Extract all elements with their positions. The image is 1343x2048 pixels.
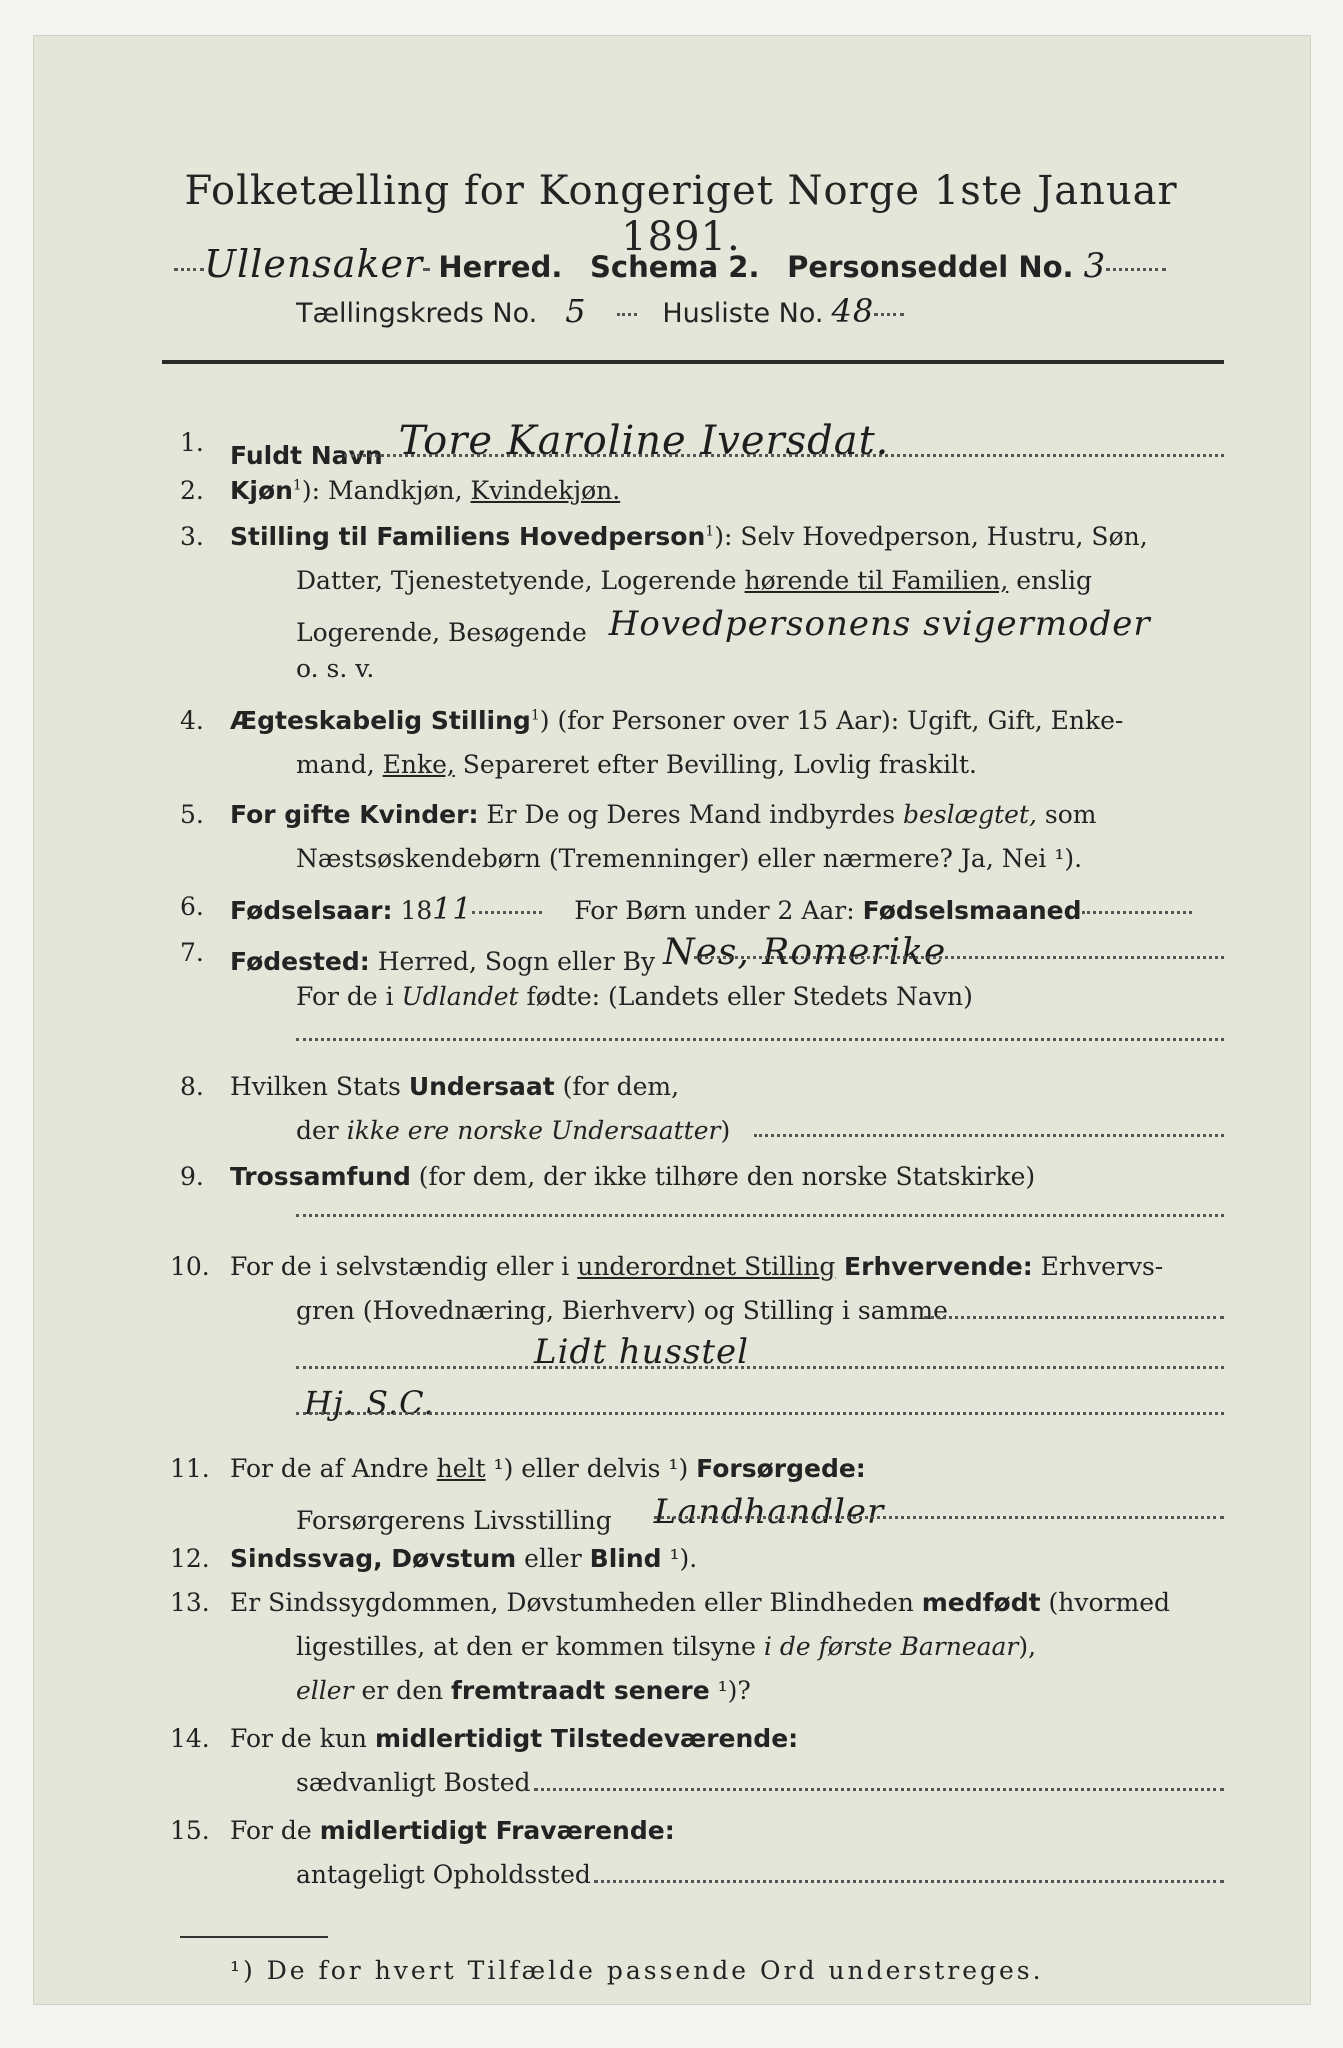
dotted-line (344, 454, 1224, 457)
item-number: 14. (170, 1724, 210, 1753)
item-7-line-2: For de i Udlandet fødte: (Landets eller Stedets Navn) (296, 982, 973, 1011)
dotted-line (534, 1788, 1224, 1791)
item-number: 4. (180, 706, 204, 735)
item-13-line-2: ligestilles, at den er kommen tilsyne i de første Barneaar), (296, 1632, 1037, 1661)
item-3-line-4: o. s. v. (296, 654, 375, 683)
birth-year-answer: 11 (432, 892, 473, 927)
herred-line: Ullensaker Herred. Schema 2. Personseddel No. 3 (174, 242, 1166, 286)
header-rule (162, 360, 1224, 364)
dotted-line (296, 1038, 1224, 1041)
footnote-rule (180, 1936, 328, 1938)
item-11-supported: For de af Andre helt ¹) eller delvis ¹) Forsørgede: (230, 1454, 866, 1483)
husliste-no: 48 (831, 292, 875, 330)
item-11-line-2: Forsørgerens Livsstilling Landhandler (296, 1492, 885, 1535)
item-number: 6. (180, 892, 204, 921)
item-8-line-2: der ikke ere norske Undersaatter) (296, 1116, 731, 1145)
item-5-line-2: Næstsøskendebørn (Tremenninger) eller nærmere? Ja, Nei ¹). (296, 844, 1083, 873)
position-answer: Hovedpersonens svigermoder (608, 604, 1151, 644)
dotted-line (296, 1366, 1224, 1369)
personseddel-no: 3 (1083, 246, 1107, 286)
dotted-line (594, 1880, 1224, 1883)
item-7-birthplace: Fødested: Herred, Sogn eller By Nes, Romerike (230, 932, 947, 976)
item-number: 15. (170, 1816, 210, 1845)
item-13-congenital: Er Sindssygdommen, Døvstumheden eller Blindheden medfødt (hvormed (230, 1588, 1170, 1617)
item-number: 7. (180, 938, 204, 967)
item-6-birth-year: Fødselsaar: 1811 For Børn under 2 Aar: Fødselsmaaned (230, 892, 1192, 927)
item-number: 2. (180, 476, 204, 505)
full-name-answer: Tore Karoline Iversdat. (398, 418, 890, 464)
herred-name: Ullensaker (204, 242, 424, 286)
item-9-religion: Trossamfund (for dem, der ikke tilhøre den norske Statskirke) (230, 1162, 1036, 1191)
item-4-marital: Ægteskabelig Stilling$^1$) (for Personer over 15 Aar): Ugift, Gift, Enke- (230, 706, 1124, 735)
item-number: 1. (180, 428, 204, 457)
item-4-line-2: mand, Enke, Separeret efter Bevilling, Lovlig fraskilt. (296, 750, 977, 779)
occupation-note-answer: Hj. S.C. (304, 1384, 435, 1422)
item-number: 3. (180, 522, 204, 551)
item-8-nationality: Hvilken Stats Undersaat (for dem, (230, 1072, 680, 1101)
item-15-line-2: antageligt Opholdssted (296, 1860, 591, 1889)
item-number: 5. (180, 800, 204, 829)
kreds-line: Tællingskreds No. 5 Husliste No. 48 (296, 292, 904, 330)
item-12-disability: Sindssvag, Døvstum eller Blind ¹). (230, 1544, 698, 1573)
supporter-answer: Landhandler (653, 1492, 885, 1532)
census-form-sheet (34, 36, 1310, 2004)
item-15-temporary-absent: For de midlertidigt Fraværende: (230, 1816, 675, 1845)
item-10-line-2: gren (Hovednæring, Bierhverv) og Stilling i samme (296, 1296, 948, 1325)
item-number: 8. (180, 1072, 204, 1101)
item-5-married-women: For gifte Kvinder: Er De og Deres Mand indbyrdes beslægtet, som (230, 800, 1097, 829)
dotted-line (924, 1316, 1224, 1319)
form-title: Folketælling for Kongeriget Norge 1ste Januar 1891. (184, 168, 1178, 260)
item-14-temporary-present: For de kun midlertidigt Tilstedeværende: (230, 1724, 799, 1753)
footnote: ¹) De for hvert Tilfælde passende Ord understreges. (230, 1956, 1044, 1985)
dotted-line (694, 956, 1224, 959)
dotted-line (296, 1412, 1224, 1415)
item-1-full-name: Fuldt Navn Tore Karoline Iversdat. (230, 418, 890, 470)
item-13-line-3: eller er den fremtraadt senere ¹)? (296, 1676, 751, 1705)
item-number: 10. (170, 1252, 210, 1281)
dotted-line (296, 1214, 1224, 1217)
dotted-line (754, 1134, 1224, 1137)
item-number: 9. (180, 1162, 204, 1191)
item-3-line-2: Datter, Tjenestetyende, Logerende hørende til Familien, enslig (296, 566, 1093, 595)
item-10-occupation: For de i selvstændig eller i underordnet Stilling Erhvervende: Erhvervs- (230, 1252, 1164, 1281)
dotted-line (654, 1516, 1224, 1519)
item-number: 12. (170, 1544, 210, 1573)
item-3-position: Stilling til Familiens Hovedperson$^1$): Selv Hovedperson, Hustru, Søn, (230, 522, 1148, 551)
kreds-no: 5 (565, 292, 587, 330)
item-number: 13. (170, 1588, 210, 1617)
item-14-line-2: sædvanligt Bosted (296, 1768, 531, 1797)
birthplace-answer: Nes, Romerike (663, 932, 947, 973)
item-number: 11. (170, 1454, 210, 1483)
item-3-line-3: Logerende, Besøgende Hovedpersonens svigermoder (296, 604, 1151, 647)
item-2-sex: Kjøn$^1$): Mandkjøn, Kvindekjøn. (230, 476, 621, 505)
occupation-answer: Lidt husstel (534, 1332, 750, 1372)
